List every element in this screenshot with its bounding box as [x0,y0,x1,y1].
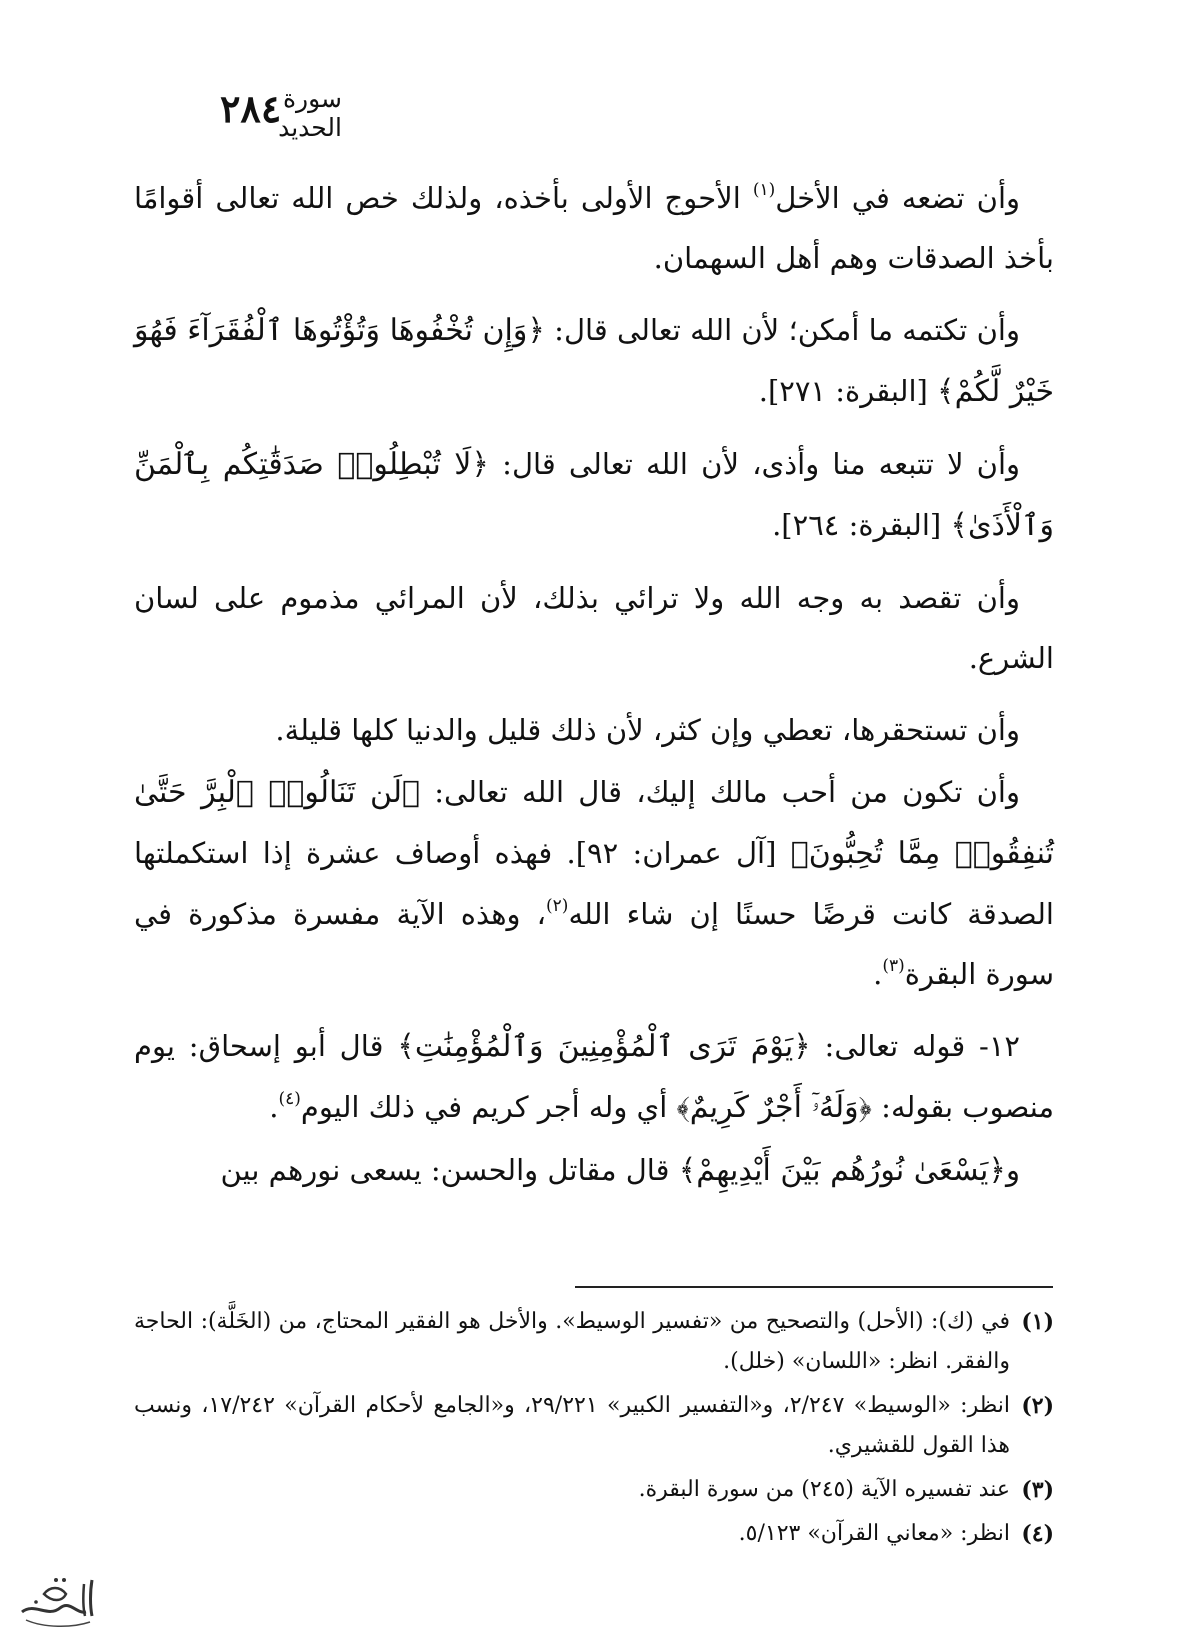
footnote-number: (٢) [1021,1393,1054,1419]
paragraph-8: و﴿يَسْعَىٰ نُورُهُم بَيْنَ أَيْدِيهِمْ﴾ قال مقاتل والحسن: يسعى نورهم بين [220,1153,1020,1188]
footnote-ref-4[interactable]: (٤) [278,1089,301,1109]
quran-verse: ﴿لَن تَنَالُوا۟ ٱلْبِرَّ حَتَّىٰ تُنفِقُوا۟ مِمَّا تُحِبُّونَ﴾ [134,775,1055,871]
footnote-ref-3[interactable]: (٣) [882,956,905,976]
quran-verse: ﴿يَسْعَىٰ نُورُهُم بَيْنَ أَيْدِيهِمْ﴾ [678,1153,1006,1188]
paragraph-1: وأن تضعه في الأخل$^{(١)}$ الأحوج الأولى بأخذه، ولذلك خص الله تعالى أقوامًا بأخذ الصدقات وهم أهل السهمان. [134,180,1054,275]
footnote-ref-2[interactable]: (٢) [546,896,569,916]
footnote-number: (١) [1021,1309,1054,1335]
footnotes [134,1302,1054,1558]
quran-verse: ﴿لَا تُبْطِلُوا۟ صَدَقَٰتِكُم بِٱلْمَنِّ وَٱلْأَذَىٰ﴾ [134,447,1054,543]
footnote-text: في (ك): (الأحل) والتصحيح من «تفسير الوسيط». والأخل هو الفقير المحتاج، من (الخَلَّة): الحاجة والفقر. انظر: «اللسان» (خلل). [134,1309,1010,1374]
running-head: سورة الحديد [278,84,342,142]
quran-verse: ﴿وَلَهُۥٓ أَجْرٌ كَرِيمٌ﴾ [676,1090,872,1125]
footnote-ref-1[interactable]: (١) [752,180,776,200]
paragraph-7: ١٢- قوله تعالى: ﴿يَوْمَ تَرَى ٱلْمُؤْمِنِينَ وَٱلْمُؤْمِنَٰتِ﴾ قال أبو إسحاق: يوم منصوب بقوله: ﴿وَلَهُۥٓ أَجْرٌ كَرِيمٌ﴾ أي وله أجر كريم في ذلك اليوم$^{(٤)}$. [134,1029,1054,1125]
main-text [134,168,1054,1201]
paragraph-4: وأن تقصد به وجه الله ولا ترائي بذلك، لأن المرائي مذموم على لسان الشرع. [134,581,1054,675]
footnote-1 [134,1302,1054,1382]
calligraphy-logo-icon [14,1572,100,1632]
paragraph-6: وأن تكون من أحب مالك إليك، قال الله تعالى: ﴿لَن تَنَالُوا۟ ٱلْبِرَّ حَتَّىٰ تُنفِقُوا۟ مِمَّا تُحِبُّونَ﴾ [آل عمران: ٩٢]. فهذه أوصاف عشرة إذا استكملتها الصدقة كانت قرضًا حسنًا إن شاء الله$^{(٢)}$، وهذه الآية مفسرة مذكورة في سورة البقرة$^{(٣)}$. [134,775,1055,991]
paragraph-5: وأن تستحقرها، تعطي وإن كثر، لأن ذلك قليل والدنيا كلها قليلة. [275,713,1020,747]
footnote-text: عند تفسيره الآية (٢٤٥) من سورة البقرة. [638,1477,1010,1502]
footnote-separator [575,1286,1053,1288]
footnote-text: انظر: «معاني القرآن» ٥/١٢٣. [738,1521,1010,1546]
footnote-3 [134,1470,1054,1510]
footnote-4 [134,1514,1054,1554]
footnote-number: (٤) [1021,1521,1054,1547]
watermark-logo [14,1572,100,1632]
footnote-2 [134,1386,1054,1466]
paragraph-2: وأن تكتمه ما أمكن؛ لأن الله تعالى قال: ﴿وَإِن تُخْفُوهَا وَتُؤْتُوهَا ٱلْفُقَرَآءَ فَهُوَ خَيْرٌ لَّكُمْ﴾ [البقرة: ٢٧١]. [134,313,1054,409]
quran-verse: ﴿وَإِن تُخْفُوهَا وَتُؤْتُوهَا ٱلْفُقَرَآءَ فَهُوَ خَيْرٌ لَّكُمْ﴾ [134,313,1054,409]
quran-verse: ﴿يَوْمَ تَرَى ٱلْمُؤْمِنِينَ وَٱلْمُؤْمِنَٰتِ﴾ [397,1029,811,1064]
footnote-number: (٣) [1021,1477,1054,1503]
paragraph-3: وأن لا تتبعه منا وأذى، لأن الله تعالى قال: ﴿لَا تُبْطِلُوا۟ صَدَقَٰتِكُم بِٱلْمَنِّ وَٱلْأَذَىٰ﴾ [البقرة: ٢٦٤]. [134,447,1054,543]
footnote-text: انظر: «الوسيط» ٢/٢٤٧، و«التفسير الكبير» ٢٩/٢٢١، و«الجامع لأحكام القرآن» ١٧/٢٤٢، ونسب هذا القول للقشيري. [134,1393,1011,1458]
page-number: ٢٨٤ [220,86,282,131]
